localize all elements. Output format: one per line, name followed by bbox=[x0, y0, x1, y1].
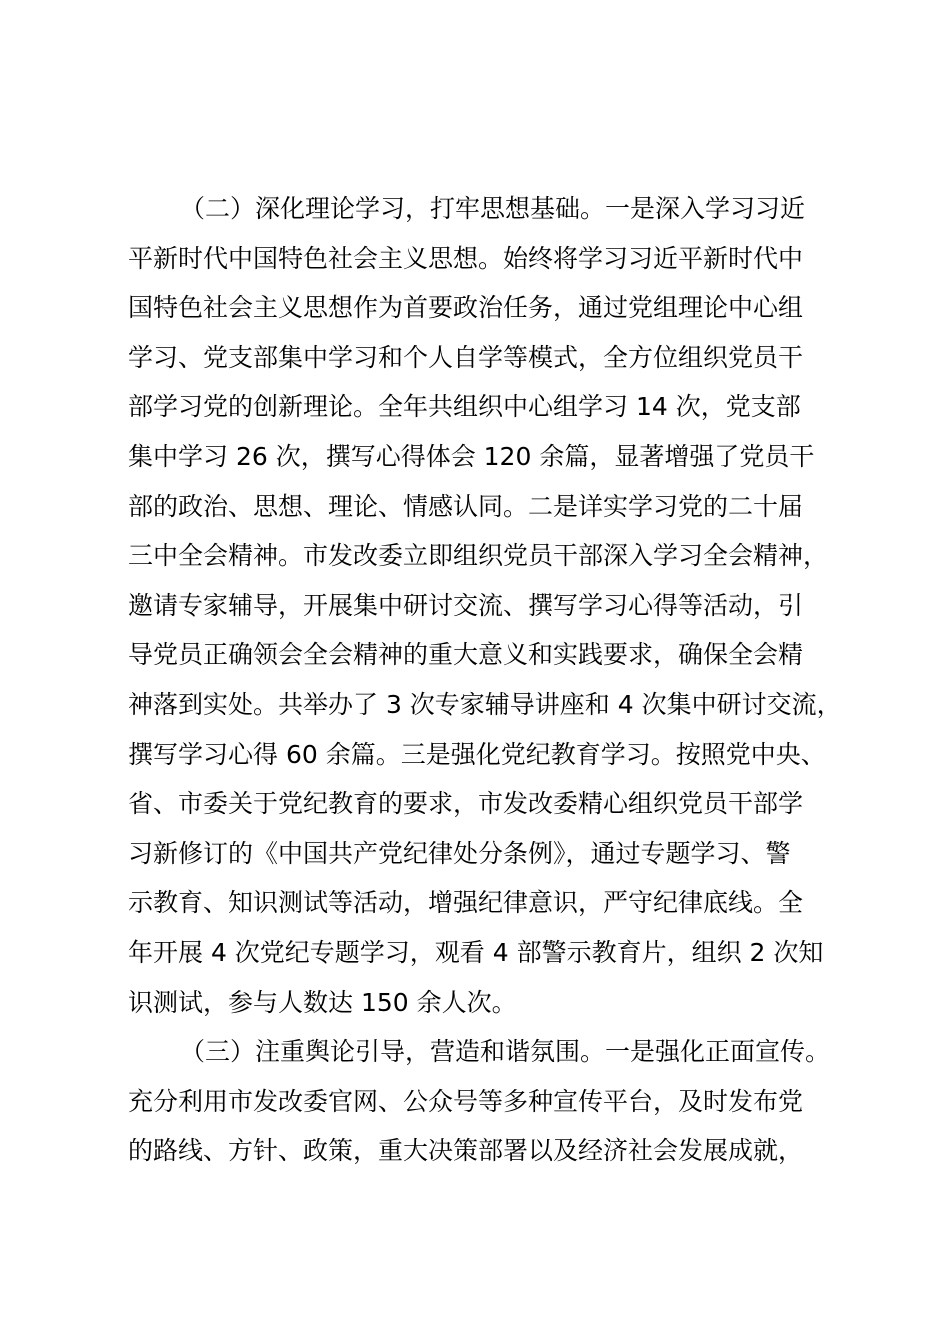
text-line: 识测试，参与人数达 150 余人次。 bbox=[128, 987, 517, 1017]
text-line: 撰写学习心得 60 余篇。三是强化党纪教育学习。按照党中央、 bbox=[128, 739, 826, 769]
text-line: 省、市委关于党纪教育的要求，市发改委精心组织党员干部学 bbox=[128, 789, 804, 819]
text-line: 的路线、方针、政策，重大决策部署以及经济社会发展成就， bbox=[128, 1136, 804, 1166]
text-line: 集中学习 26 次，撰写心得体会 120 余篇，显著增强了党员干 bbox=[128, 441, 815, 471]
paragraph-2-heading-line: （二）深化理论学习，打牢思想基础。一是深入学习习近 bbox=[180, 194, 806, 223]
document-body bbox=[128, 184, 840, 1176]
text-line: 示教育、知识测试等活动，增强纪律意识，严守纪律底线。全 bbox=[128, 888, 804, 918]
text-line: 神落到实处。共举办了 3 次专家辅导讲座和 4 次集中研讨交流， bbox=[128, 689, 842, 719]
text-line: 导党员正确领会全会精神的重大意义和实践要求，确保全会精 bbox=[128, 640, 804, 670]
text-line: 邀请专家辅导，开展集中研讨交流、撰写学习心得等活动，引 bbox=[128, 590, 804, 620]
text-line: 平新时代中国特色社会主义思想。始终将学习习近平新时代中 bbox=[128, 243, 804, 273]
text-line: 部的政治、思想、理论、情感认同。二是详实学习党的二十届 bbox=[128, 491, 804, 521]
text-line: 三中全会精神。市发改委立即组织党员干部深入学习全会精神， bbox=[128, 541, 829, 571]
text-line: 习新修订的《中国共产党纪律处分条例》，通过专题学习、警 bbox=[128, 838, 791, 868]
paragraph-3-heading-line: （三）注重舆论引导，营造和谐氛围。一是强化正面宣传。 bbox=[180, 1037, 831, 1067]
text-line: 部学习党的创新理论。全年共组织中心组学习 14 次，党支部 bbox=[128, 392, 801, 422]
text-line: 年开展 4 次党纪专题学习，观看 4 部警示教育片，组织 2 次知 bbox=[128, 937, 824, 967]
text-line: 学习、党支部集中学习和个人自学等模式，全方位组织党员干 bbox=[128, 342, 804, 372]
text-line: 充分利用市发改委官网、公众号等多种宣传平台，及时发布党 bbox=[128, 1086, 804, 1116]
text-line: 国特色社会主义思想作为首要政治任务，通过党组理论中心组 bbox=[128, 293, 804, 323]
